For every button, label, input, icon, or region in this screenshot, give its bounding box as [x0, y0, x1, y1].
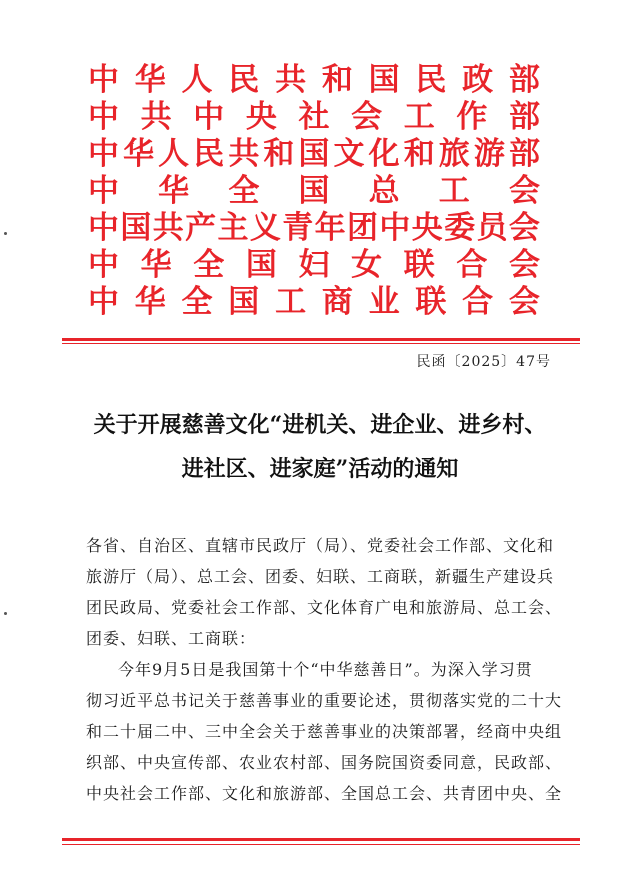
- issuer-char: 年: [314, 210, 346, 246]
- issuer-line: [88, 136, 540, 173]
- issuer-char: 中: [88, 210, 119, 246]
- document-title-line-1: 关于开展慈善文化“进机关、进企业、进乡村、: [93, 412, 547, 438]
- recipients: [86, 530, 564, 654]
- issuer-char: 中: [193, 99, 225, 135]
- issuer-line: [88, 284, 540, 321]
- recipient-line: 各省、自治区、直辖市民政厅（局）、党委社会工作部、文化和: [86, 536, 555, 555]
- issuer-char: 共: [140, 99, 172, 135]
- issuer-char: 工: [403, 99, 435, 135]
- issuer-char: 华: [134, 62, 166, 98]
- body-line: 织部、中央宣传部、农业农村部、国务院国资委同意，民政部、: [86, 753, 563, 772]
- issuer-char: 中: [88, 247, 119, 283]
- header-rule-thin: [62, 343, 580, 344]
- recipient-line: 团委、妇联、工商联：: [86, 629, 257, 648]
- issuer-line: [88, 99, 540, 136]
- issuer-char: 和: [263, 136, 295, 172]
- issuer-char: 共: [275, 62, 307, 98]
- issuer-char: 委: [444, 210, 476, 246]
- issuer-char: 和: [403, 136, 435, 172]
- issuer-char: 商: [321, 284, 353, 320]
- issuer-char: 民: [415, 62, 447, 98]
- issuer-char: 人: [158, 136, 190, 172]
- document-title-line-2: 进社区、进家庭”活动的通知: [181, 456, 459, 482]
- issuer-char: 中: [88, 284, 119, 320]
- footer-rule-thin: [62, 844, 580, 845]
- issuer-char: 女: [351, 247, 383, 283]
- issuer-char: 国: [368, 62, 400, 98]
- body-paragraph: [86, 654, 564, 809]
- body-line: 今年9月5日是我国第十个“中华慈善日”。为深入学习贯: [118, 660, 533, 679]
- issuer-char: 中: [88, 62, 119, 98]
- body-line: 彻习近平总书记关于慈善事业的重要论述，贯彻落实党的二十大: [86, 691, 563, 710]
- issuer-char: 化: [368, 136, 400, 172]
- issuer-char: 共: [228, 136, 260, 172]
- issuer-char: 游: [473, 136, 505, 172]
- document-number: 民函〔2025〕47号: [416, 354, 551, 370]
- issuer-char: 国: [298, 173, 330, 209]
- issuer-char: 合: [462, 284, 494, 320]
- issuer-char: 会: [351, 99, 383, 135]
- issuer-char: 工: [275, 284, 307, 320]
- issuer-char: 联: [403, 247, 435, 283]
- binding-mark: [4, 612, 7, 615]
- issuer-char: 中: [88, 136, 119, 172]
- issuer-char: 青: [282, 210, 314, 246]
- issuer-char: 华: [140, 247, 172, 283]
- issuer-char: 总: [368, 173, 400, 209]
- issuer-char: 央: [245, 99, 277, 135]
- issuer-char: 全: [228, 173, 260, 209]
- recipient-line: 旅游厅（局）、总工会、团委、妇联、工商联，新疆生产建设兵: [86, 567, 555, 586]
- issuer-char: 社: [298, 99, 330, 135]
- issuer-char: 中: [88, 99, 119, 135]
- issuer-char: 共: [152, 210, 184, 246]
- issuer-char: 产: [185, 210, 217, 246]
- issuer-char: 人: [181, 62, 213, 98]
- issuer-char: 会: [509, 247, 540, 283]
- issuer-line: [88, 62, 540, 99]
- issuer-char: 国: [245, 247, 277, 283]
- issuer-char: 部: [508, 136, 540, 172]
- issuer-line: [88, 247, 540, 284]
- issuer-char: 央: [411, 210, 443, 246]
- issuer-char: 部: [509, 99, 540, 135]
- issuer-char: 义: [249, 210, 281, 246]
- issuer-char: 国: [120, 210, 152, 246]
- issuer-char: 作: [456, 99, 488, 135]
- binding-mark: [4, 232, 7, 235]
- issuer-char: 华: [134, 284, 166, 320]
- issuer-char: 工: [438, 173, 470, 209]
- issuer-char: 中: [379, 210, 411, 246]
- issuer-char: 妇: [298, 247, 330, 283]
- issuer-char: 主: [217, 210, 249, 246]
- issuer-char: 民: [228, 62, 260, 98]
- body-line: 中央社会工作部、文化和旅游部、全国总工会、共青团中央、全: [86, 784, 563, 803]
- issuer-char: 员: [476, 210, 508, 246]
- issuer-char: 民: [193, 136, 225, 172]
- issuer-char: 业: [368, 284, 400, 320]
- header-rule-thick: [62, 338, 580, 341]
- issuer-char: 全: [181, 284, 213, 320]
- issuer-char: 政: [462, 62, 494, 98]
- issuer-char: 华: [158, 173, 190, 209]
- issuer-char: 会: [508, 284, 540, 320]
- body-line: 和二十届二中、三中全会关于慈善事业的决策部署，经商中央组: [86, 722, 563, 741]
- issuer-char: 团: [347, 210, 378, 246]
- issuer-char: 会: [508, 173, 540, 209]
- issuer-char: 部: [508, 62, 540, 98]
- issuer-char: 旅: [438, 136, 470, 172]
- issuer-line: [88, 210, 540, 247]
- issuer-char: 合: [456, 247, 488, 283]
- issuer-header: [88, 62, 540, 321]
- issuer-line: [88, 173, 540, 210]
- issuer-char: 文: [333, 136, 365, 172]
- issuer-char: 全: [193, 247, 225, 283]
- recipient-line: 团民政局、党委社会工作部、文化体育广电和旅游局、总工会、: [86, 598, 563, 617]
- issuer-char: 中: [88, 173, 119, 209]
- footer-rule-thick: [62, 838, 580, 841]
- issuer-char: 国: [228, 284, 260, 320]
- issuer-char: 联: [415, 284, 447, 320]
- issuer-char: 会: [508, 210, 540, 246]
- issuer-char: 华: [123, 136, 155, 172]
- issuer-char: 和: [321, 62, 353, 98]
- issuer-char: 国: [298, 136, 330, 172]
